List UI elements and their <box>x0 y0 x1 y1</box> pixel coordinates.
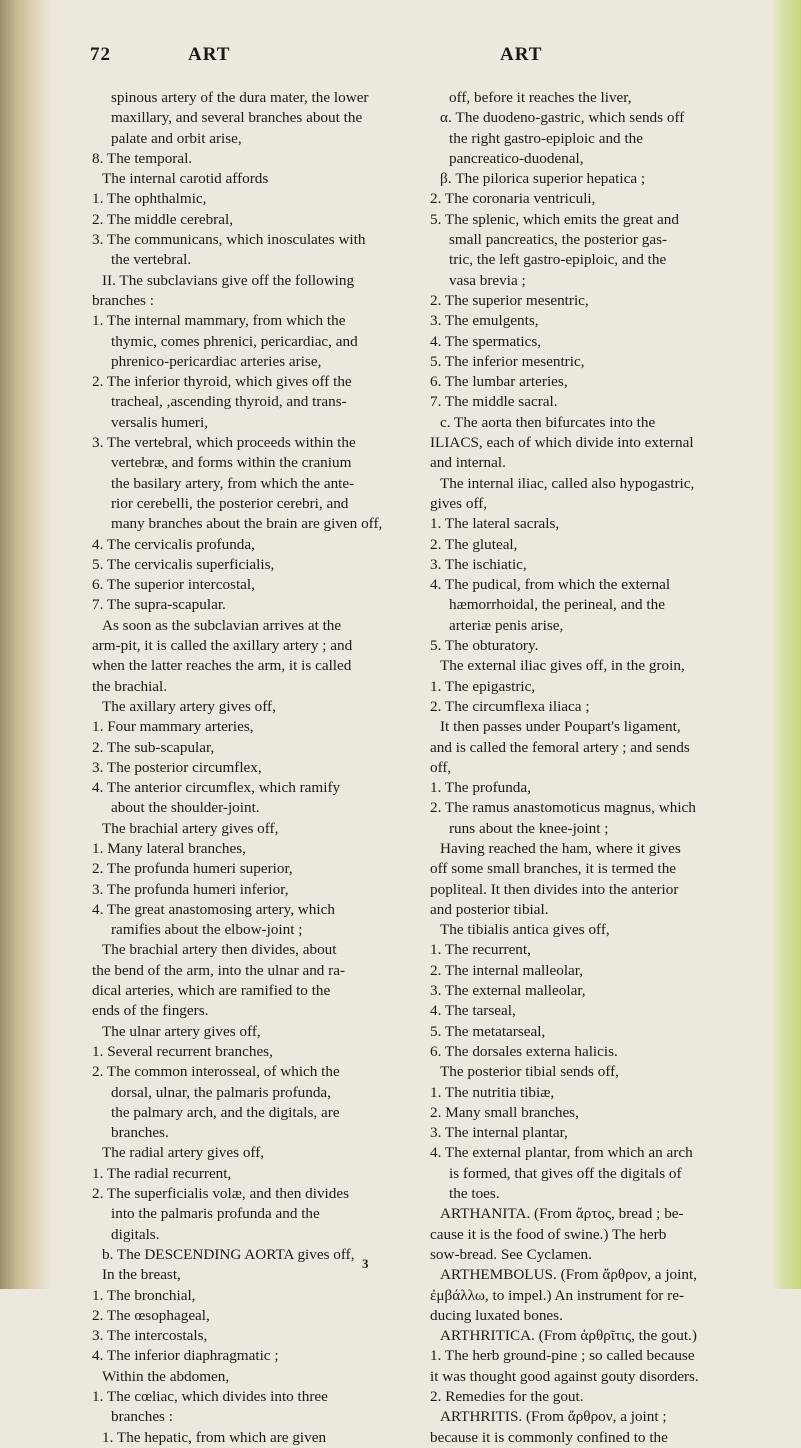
text-line: when the latter reaches the arm, it is called <box>92 657 352 675</box>
text-line: In the breast, <box>102 1266 181 1284</box>
text-line: 2. Remedies for the gout. <box>430 1388 584 1405</box>
text-line: the vertebral. <box>111 251 192 269</box>
text-line: 1. The hepatic, from which are given <box>102 1428 327 1446</box>
text-line: 1. The recurrent, <box>430 941 531 959</box>
text-line: arm-pit, it is called the axillary artery ; and <box>92 637 353 655</box>
text-line: ARTHANITA. (From ἄρτος, bread ; be- <box>440 1205 684 1223</box>
text-line: 2. The coronaria ventriculi, <box>430 190 596 208</box>
text-line: off some small branches, it is termed the <box>430 860 677 878</box>
text-line: many branches about the brain are given off, <box>111 515 383 533</box>
text-line: ducing luxated bones. <box>430 1306 563 1324</box>
text-line: β. The pilorica superior hepatica ; <box>440 170 646 188</box>
text-line: 2. The ramus anastomoticus magnus, which <box>430 799 696 817</box>
text-line: 1. Many lateral branches, <box>92 839 246 857</box>
text-line: dical arteries, which are ramified to the <box>92 982 331 1000</box>
text-line: 2. The sub-scapular, <box>92 738 215 756</box>
text-line: ARTHRITIS. (From ἄρθρον, a joint ; <box>440 1408 667 1426</box>
text-line: phrenico-pericardiac arteries arise, <box>111 352 322 370</box>
text-line: the palmary arch, and the digitals, are <box>111 1103 340 1121</box>
right-text-column <box>430 88 730 1448</box>
text-line: 1. The internal mammary, from which the <box>92 312 346 330</box>
text-line: 1. Several recurrent branches, <box>92 1042 273 1060</box>
text-line: the right gastro-epiploic and the <box>449 129 644 147</box>
text-line: 3. The vertebral, which proceeds within the <box>92 434 356 452</box>
text-line: The axillary artery gives off, <box>102 697 276 715</box>
text-line: The internal carotid affords <box>102 170 269 188</box>
text-line: branches : <box>92 291 154 309</box>
text-line: 5. The obturatory. <box>430 637 539 655</box>
text-line: 2. The superficialis volæ, and then divides <box>92 1185 350 1203</box>
text-line: 7. The supra-scapular. <box>92 596 226 614</box>
text-line: 4. The anterior circumflex, which ramify <box>92 779 341 797</box>
text-line: 1. The nutritia tibiæ, <box>430 1083 555 1101</box>
text-line: The brachial artery then divides, about <box>102 941 337 959</box>
text-line: ARTHEMBOLUS. (From ἄρθρον, a joint, <box>440 1266 697 1284</box>
text-line: 3. The posterior circumflex, <box>92 758 262 776</box>
text-line: and is called the femoral artery ; and sends <box>430 738 690 756</box>
text-line: The posterior tibial sends off, <box>440 1063 619 1081</box>
text-line: 4. The inferior diaphragmatic ; <box>92 1347 279 1365</box>
text-line: maxillary, and several branches about the <box>111 109 363 127</box>
text-line: 4. The spermatics, <box>430 332 542 350</box>
text-line: 2. The circumflexa iliaca ; <box>430 697 590 715</box>
text-line: The ulnar artery gives off, <box>102 1022 261 1040</box>
text-line: arteriæ penis arise, <box>449 616 564 634</box>
text-line: cause it is the food of swine.) The herb <box>430 1225 667 1243</box>
text-line: 2. Many small branches, <box>430 1103 579 1121</box>
text-line: the basilary artery, from which the ante- <box>111 474 355 492</box>
text-line: the brachial. <box>92 677 168 695</box>
text-line: gives off, <box>430 494 488 512</box>
text-line: spinous artery of the dura mater, the lower <box>111 89 369 106</box>
text-line: 1. The radial recurrent, <box>92 1164 232 1182</box>
text-line: ILIACS, each of which divide into external <box>430 434 694 452</box>
page-number: 72 <box>90 44 111 65</box>
text-line: 1. The profunda, <box>430 779 531 797</box>
text-line: vertebræ, and forms within the cranium <box>111 454 352 472</box>
text-line: 3. The profunda humeri inferior, <box>92 880 289 898</box>
text-line: 6. The dorsales externa halicis. <box>430 1042 618 1060</box>
text-line: The internal iliac, called also hypogastric, <box>440 474 695 492</box>
text-line: 5. The splenic, which emits the great and <box>430 210 679 228</box>
text-line: 4. The external plantar, from which an arch <box>430 1144 693 1162</box>
text-line: and posterior tibial. <box>430 900 549 918</box>
text-line: c. The aorta then bifurcates into the <box>440 413 656 431</box>
text-line: α. The duodeno-gastric, which sends off <box>440 109 685 127</box>
left-running-title: ART <box>188 44 231 65</box>
text-line: thymic, comes phrenici, pericardiac, and <box>111 332 358 350</box>
text-line: 6. The lumbar arteries, <box>430 373 568 391</box>
text-line: 1. The bronchial, <box>92 1286 196 1304</box>
text-line: II. The subclavians give off the following <box>102 271 355 289</box>
text-line: it was thought good against gouty disorders. <box>430 1367 699 1385</box>
text-line: tracheal, ,ascending thyroid, and trans- <box>111 393 347 411</box>
text-line: tric, the left gastro-epiploic, and the <box>449 251 667 269</box>
text-line: 5. The cervicalis superficialis, <box>92 555 275 573</box>
text-line: the toes. <box>449 1185 500 1203</box>
text-line: popliteal. It then divides into the anterior <box>430 880 679 898</box>
text-line: ARTHRITICA. (From ἀρθρῖτις, the gout.) <box>440 1327 697 1345</box>
text-line: 4. The pudical, from which the external <box>430 576 671 594</box>
text-line: 2. The internal malleolar, <box>430 961 584 979</box>
text-line: hæmorrhoidal, the perineal, and the <box>449 596 665 614</box>
text-line: 2. The common interosseal, of which the <box>92 1063 340 1081</box>
text-line: 2. The superior mesentric, <box>430 291 589 309</box>
page-edge-tint <box>771 0 801 1289</box>
text-line: 3. The external malleolar, <box>430 982 586 1000</box>
text-line: 6. The superior intercostal, <box>92 576 255 594</box>
text-line: 2. The middle cerebral, <box>92 210 233 228</box>
text-line: off, before it reaches the liver, <box>449 89 632 106</box>
running-header <box>90 44 755 74</box>
text-line: palate and orbit arise, <box>111 129 242 147</box>
text-line: rior cerebelli, the posterior cerebri, and <box>111 494 349 512</box>
text-line: 1. The lateral sacrals, <box>430 515 560 533</box>
text-line: dorsal, ulnar, the palmaris profunda, <box>111 1083 331 1101</box>
text-line: sow-bread. See Cyclamen. <box>430 1245 592 1263</box>
text-line: 2. The inferior thyroid, which gives off the <box>92 373 352 391</box>
text-line: versalis humeri, <box>111 413 209 431</box>
text-line: 4. The great anastomosing artery, which <box>92 900 335 918</box>
text-line: 2. The profunda humeri superior, <box>92 860 293 878</box>
text-line: 8. The temporal. <box>92 149 193 167</box>
text-line: and internal. <box>430 454 506 472</box>
text-line: 7. The middle sacral. <box>430 393 558 411</box>
text-line: small pancreatics, the posterior gas- <box>449 231 668 249</box>
text-line: vasa brevia ; <box>449 271 526 289</box>
text-line: pancreatico-duodenal, <box>449 149 584 167</box>
text-line: branches : <box>111 1408 173 1426</box>
text-line: digitals. <box>111 1225 160 1243</box>
signature-mark: 3 <box>362 1256 369 1271</box>
text-line: 4. The tarseal, <box>430 1002 516 1020</box>
text-line: It then passes under Poupart's ligament, <box>440 718 681 736</box>
text-line: runs about the knee-joint ; <box>449 819 609 837</box>
text-line: ramifies about the elbow-joint ; <box>111 921 303 939</box>
text-line: 2. The œsophageal, <box>92 1306 210 1324</box>
text-line: 1. The cœliac, which divides into three <box>92 1388 328 1405</box>
text-line: into the palmaris profunda and the <box>111 1205 320 1223</box>
text-line: 4. The cervicalis profunda, <box>92 535 255 553</box>
text-line: Within the abdomen, <box>102 1367 230 1385</box>
left-text-column <box>92 88 384 1448</box>
text-line: b. The DESCENDING AORTA gives off, <box>102 1245 355 1263</box>
text-line: branches. <box>111 1124 169 1142</box>
text-line: 2. The gluteal, <box>430 535 518 553</box>
text-line: off, <box>430 758 452 776</box>
text-line: ends of the fingers. <box>92 1002 209 1020</box>
text-line: 3. The ischiatic, <box>430 555 527 573</box>
text-line: As soon as the subclavian arrives at the <box>102 616 342 634</box>
text-line: The brachial artery gives off, <box>102 819 279 837</box>
text-line: ἐμβάλλω, to impel.) An instrument for re- <box>430 1286 685 1304</box>
right-running-title: ART <box>500 44 543 65</box>
text-line: Having reached the ham, where it gives <box>440 839 681 857</box>
text-line: because it is commonly confined to the <box>430 1428 668 1446</box>
text-line: the bend of the arm, into the ulnar and ra- <box>92 961 346 979</box>
text-line: is formed, that gives off the digitals of <box>449 1164 682 1182</box>
text-line: 3. The internal plantar, <box>430 1124 568 1142</box>
page-gutter-shadow <box>0 0 52 1289</box>
text-line: 1. Four mammary arteries, <box>92 718 254 736</box>
text-line: 1. The epigastric, <box>430 677 536 695</box>
text-line: 3. The emulgents, <box>430 312 539 330</box>
text-line: 3. The communicans, which inosculates with <box>92 231 366 249</box>
text-line: 5. The inferior mesentric, <box>430 352 585 370</box>
text-line: The radial artery gives off, <box>102 1144 265 1162</box>
text-line: about the shoulder-joint. <box>111 799 260 817</box>
text-line: 5. The metatarseal, <box>430 1022 546 1040</box>
text-line: The tibialis antica gives off, <box>440 921 610 939</box>
text-line: 1. The ophthalmic, <box>92 190 207 208</box>
text-line: 1. The herb ground-pine ; so called because <box>430 1347 695 1365</box>
text-line: The external iliac gives off, in the groin, <box>440 657 685 675</box>
text-line: 3. The intercostals, <box>92 1327 208 1345</box>
